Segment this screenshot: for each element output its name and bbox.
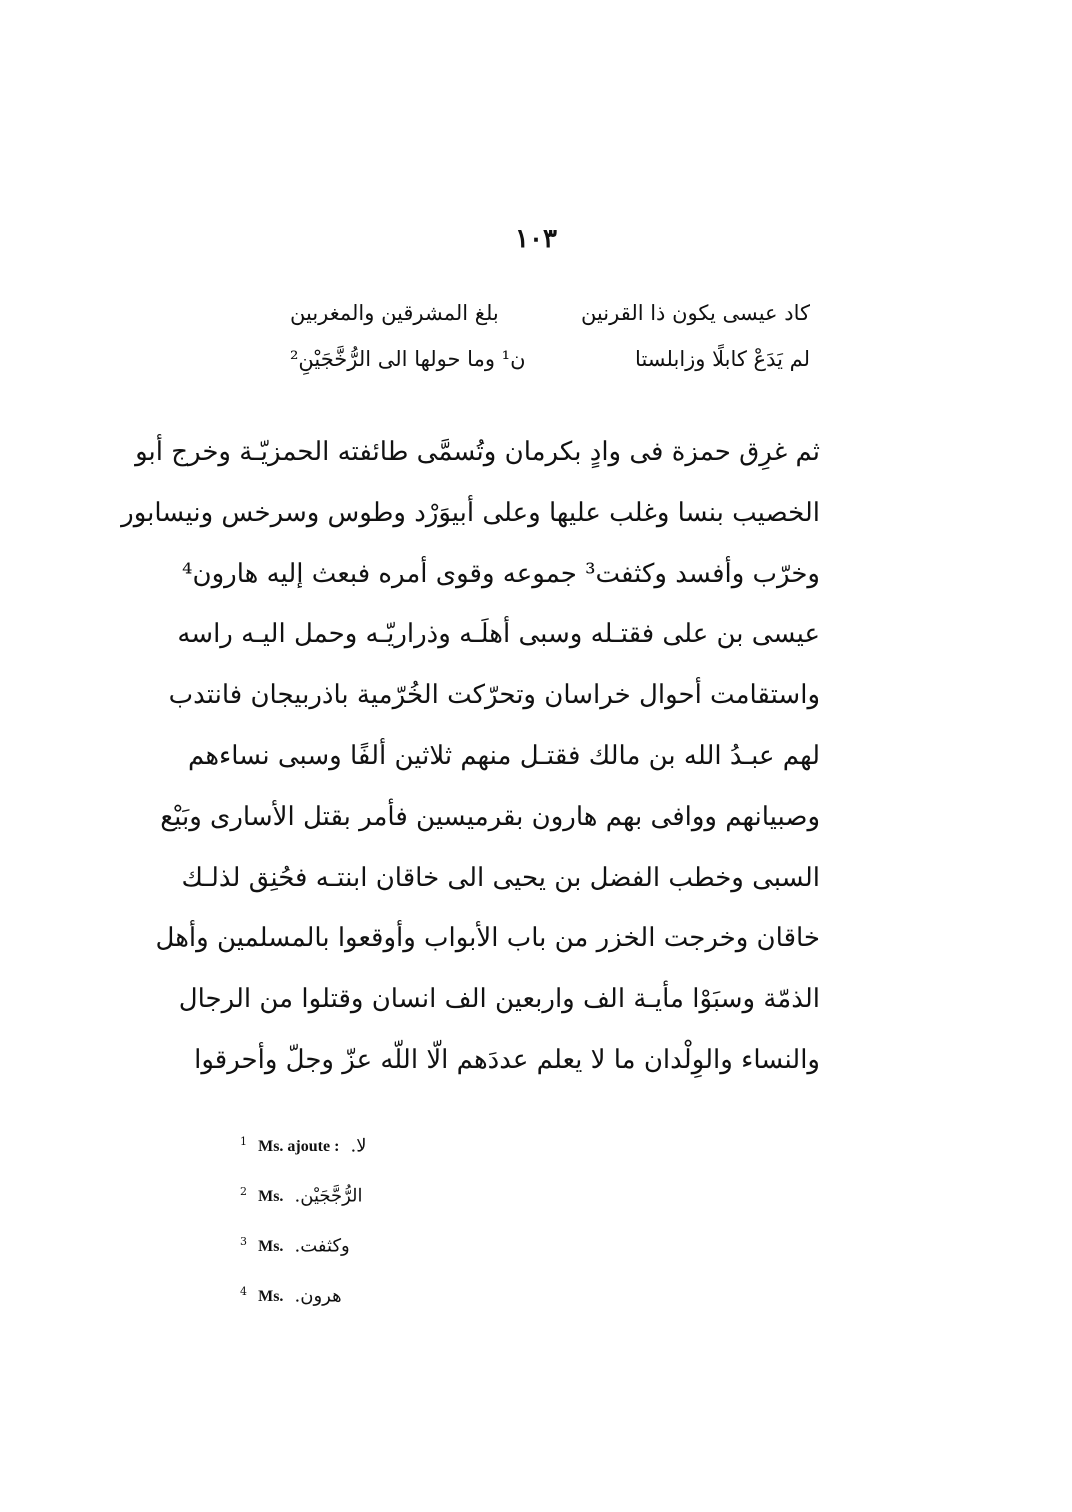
footnote-text: Ms. — [258, 1188, 284, 1206]
footnote-number: 3 — [240, 1235, 247, 1248]
footnote — [240, 1228, 640, 1278]
page-number: ١٠٣ — [515, 224, 557, 254]
footnote-arabic: لا. — [350, 1135, 367, 1157]
footnote-text: Ms. — [258, 1238, 284, 1256]
prose-line: وصبيانهم ووافى بهم هارون بقرميسين فأمر بقتل الأسارى وبَيْع — [160, 801, 820, 832]
footnote — [240, 1128, 640, 1178]
prose-line: عيسى بن على فقتـله وسبى أهلَـه وذراريّـه وحمل اليـه راسه — [177, 619, 820, 650]
verse-line — [290, 336, 810, 382]
prose-line: الخصيب بنسا وغلب عليها وعلى أبيوَرْد وطوس وسرخس ونيسابور — [121, 497, 820, 528]
footnote — [240, 1278, 640, 1328]
verse-first-hemistich: لم يَدَعْ كابلًا وزابلستا — [635, 347, 810, 371]
prose-line: وخرّب وأفسد وكثفت³ جموعه وقوى أمره فبعث إليه هارون⁴ — [182, 558, 820, 589]
verse-second-hemistich: بلغ المشرقين والمغربين — [290, 301, 499, 325]
footnote-number: 2 — [240, 1185, 247, 1198]
verse-first-hemistich: كاد عيسى يكون ذا القرنين — [580, 301, 810, 325]
prose-line: واستقامت أحوال خراسان وتحرّكت الخُرّمية باذربيجان فانتدب — [168, 680, 820, 711]
prose-line: السبى وخطب الفضل بن يحيى الى خاقان ابنتـه فحُنِق لذلـك — [181, 862, 820, 893]
verse-block — [290, 290, 810, 382]
prose-line: الذمّة وسبَوْا مأيـة الف واربعين الف انسان وقتلوا من الرجال — [178, 984, 820, 1015]
footnotes — [240, 1128, 640, 1328]
verse-second-hemistich: ن¹ وما حولها الى الرُّخَّجَيْنِ² — [290, 347, 526, 371]
prose-body — [121, 422, 820, 1091]
footnote-arabic: وكثفت. — [294, 1235, 350, 1257]
prose-line: خاقان وخرجت الخزر من باب الأبواب وأوقعوا بالمسلمين وأهل — [155, 923, 820, 954]
footnote-number: 4 — [240, 1285, 247, 1298]
footnote-text: Ms. — [258, 1288, 284, 1306]
footnote-arabic: هرون. — [294, 1285, 342, 1307]
prose-line: لهم عبـدُ الله بن مالك فقتـل منهم ثلاثين ألفًا وسبى نساءهم — [188, 740, 820, 771]
footnote-arabic: الرُّجَّجَيْن. — [294, 1185, 363, 1207]
prose-line: والنساء والوِلْدان ما لا يعلم عددَهم الّا اللّه عزّ وجلّ وأحرقوا — [194, 1044, 820, 1075]
prose-line: ثم غرِق حمزة فى وادٍ بكرمان وتُسمَّى طائفته الحمزيّـة وخرج أبو — [135, 437, 820, 467]
verse-line — [290, 290, 810, 336]
footnote-number: 1 — [240, 1135, 247, 1148]
footnote-text: Ms. ajoute : — [258, 1138, 340, 1156]
footnote — [240, 1178, 640, 1228]
